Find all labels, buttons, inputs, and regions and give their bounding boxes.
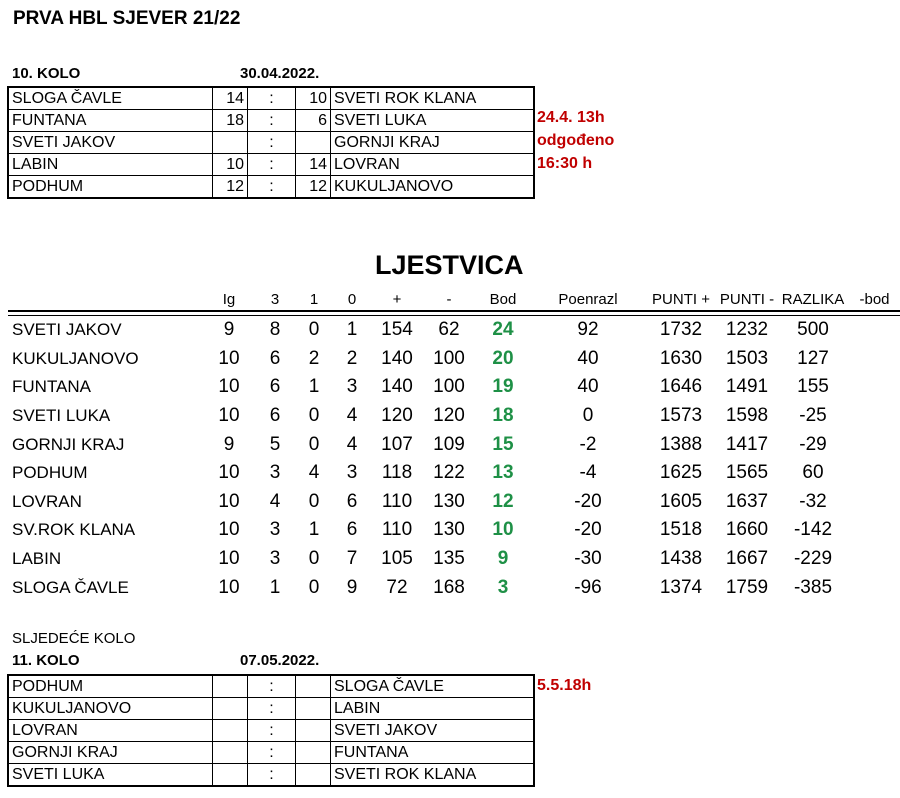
away-team: SVETI ROK KLANA [331,87,535,110]
minus-bod [849,545,900,574]
team-name: KUKULJANOVO [12,348,139,368]
round-10-date: 30.04.2022. [240,65,320,82]
punti-plus: 1630 [659,347,703,369]
minus-bod [849,402,900,431]
round-11-label: 11. KOLO [12,652,80,669]
round-10-label: 10. KOLO [12,65,81,82]
wins: 6 [269,347,281,369]
losses: 3 [346,376,358,398]
match-row [8,176,534,199]
punti-minus: 1565 [725,462,769,484]
home-team: LOVRAN [8,720,213,742]
razlika: -32 [799,490,827,512]
minus-bod [849,345,900,374]
col-header-punti-minus: PUNTI - [717,288,777,311]
away-score [296,675,331,698]
away-team: SVETI JAKOV [331,720,535,742]
home-team: GORNJI KRAJ [8,742,213,764]
home-team: KUKULJANOVO [8,698,213,720]
games-played: 9 [223,433,235,455]
losses: 6 [346,519,358,541]
punti-minus: 1503 [725,347,769,369]
punti-minus: 1637 [725,490,769,512]
match-row [8,110,534,132]
team-name: LABIN [12,549,62,569]
punti-plus: 1374 [659,576,703,598]
standings-row [8,459,900,488]
col-header-difference: Poenrazl [531,288,645,311]
minus-bod [849,516,900,545]
away-score: 14 [296,154,331,176]
goals-against: 135 [433,548,465,570]
razlika: 127 [797,347,829,369]
wins: 5 [269,433,281,455]
col-header-losses: 0 [333,288,371,311]
score-separator: : [248,698,296,720]
standings-row [8,373,900,402]
away-team: FUNTANA [331,742,535,764]
punti-minus: 1491 [725,376,769,398]
points: 13 [492,462,514,484]
punti-plus: 1518 [659,519,703,541]
punti-minus: 1660 [725,519,769,541]
goals-against: 100 [433,376,465,398]
punti-plus: 1438 [659,548,703,570]
round-11-table [7,674,535,787]
goal-difference: 0 [582,405,594,427]
home-score [213,720,248,742]
points: 19 [492,376,514,398]
team-name: GORNJI KRAJ [12,434,125,454]
points: 18 [492,405,514,427]
home-score: 18 [213,110,248,132]
goals-for: 110 [381,490,413,512]
goal-difference: -4 [579,462,597,484]
goals-for: 154 [381,319,413,341]
draws: 1 [308,519,320,541]
games-played: 10 [218,490,240,512]
match-row [8,675,534,698]
away-score: 10 [296,87,331,110]
punti-minus: 1598 [725,405,769,427]
standings-heading: LJESTVICA [375,250,524,280]
losses: 4 [346,405,358,427]
team-name: SV.ROK KLANA [12,520,136,540]
score-separator: : [248,110,296,132]
match-note: 24.4. 13h [537,109,605,126]
goals-against: 100 [433,347,465,369]
home-score [213,764,248,787]
goals-against: 122 [433,462,465,484]
col-header [8,288,203,311]
wins: 1 [269,576,281,598]
standings-header-row [8,288,900,311]
home-score [213,698,248,720]
home-team: PODHUM [8,176,213,199]
goal-difference: -20 [574,519,602,541]
minus-bod [849,488,900,517]
goals-for: 120 [381,405,413,427]
standings-table [8,288,900,602]
punti-plus: 1625 [659,462,703,484]
losses: 6 [346,490,358,512]
team-name: SVETI JAKOV [12,320,122,340]
home-score: 14 [213,87,248,110]
minus-bod [849,459,900,488]
col-header-goals-for: + [371,288,423,311]
col-header-razlika: RAZLIKA [777,288,849,311]
wins: 6 [269,376,281,398]
away-score [296,764,331,787]
razlika: -29 [799,433,827,455]
punti-minus: 1232 [725,319,769,341]
team-name: FUNTANA [12,377,92,397]
round-10-table [7,86,535,199]
home-team: FUNTANA [8,110,213,132]
wins: 3 [269,519,281,541]
match-row [8,720,534,742]
punti-plus: 1605 [659,490,703,512]
col-header-games: Ig [203,288,255,311]
razlika: -25 [799,405,827,427]
home-score [213,675,248,698]
away-score [296,742,331,764]
draws: 0 [308,433,320,455]
goals-for: 107 [381,433,413,455]
points: 12 [492,490,514,512]
points: 3 [497,576,509,598]
wins: 3 [269,548,281,570]
col-header-points: Bod [475,288,531,311]
match-row [8,154,534,176]
games-played: 10 [218,519,240,541]
goals-for: 140 [381,347,413,369]
home-score [213,132,248,154]
games-played: 10 [218,376,240,398]
razlika: -142 [793,519,833,541]
standings-row [8,430,900,459]
minus-bod [849,311,900,345]
match-row [8,132,534,154]
punti-plus: 1388 [659,433,703,455]
goals-for: 110 [381,519,413,541]
standings-row [8,402,900,431]
losses: 2 [346,347,358,369]
home-score [213,742,248,764]
away-team: SVETI LUKA [331,110,535,132]
team-name: LOVRAN [12,491,82,511]
away-score: 6 [296,110,331,132]
match-note: 16:30 h [537,155,593,172]
score-separator: : [248,720,296,742]
draws: 1 [308,376,320,398]
games-played: 10 [218,347,240,369]
score-separator: : [248,132,296,154]
match-row [8,742,534,764]
col-header-goals-against: - [423,288,475,311]
wins: 4 [269,490,281,512]
losses: 3 [346,462,358,484]
score-separator: : [248,176,296,199]
home-team: SVETI JAKOV [8,132,213,154]
games-played: 10 [218,405,240,427]
score-separator: : [248,154,296,176]
match-note: odgođeno [537,132,615,149]
goal-difference: 40 [577,347,599,369]
razlika: -385 [793,576,833,598]
draws: 0 [308,576,320,598]
minus-bod [849,573,900,602]
losses: 7 [346,548,358,570]
points: 24 [492,319,514,341]
wins: 8 [269,319,281,341]
punti-minus: 1667 [725,548,769,570]
punti-plus: 1573 [659,405,703,427]
header-divider [8,315,900,316]
goal-difference: 92 [577,319,599,341]
goals-for: 72 [386,576,408,598]
col-header-wins: 3 [255,288,295,311]
wins: 6 [269,405,281,427]
games-played: 10 [218,462,240,484]
score-separator: : [248,675,296,698]
team-name: SLOGA ČAVLE [12,577,129,597]
goals-against: 109 [433,433,465,455]
razlika: 155 [797,376,829,398]
points: 15 [492,433,514,455]
goals-against: 62 [438,319,460,341]
goals-against: 130 [433,490,465,512]
punti-plus: 1646 [659,376,703,398]
wins: 3 [269,462,281,484]
standings-row [8,573,900,602]
page-title: PRVA HBL SJEVER 21/22 [13,8,241,29]
goal-difference: -30 [574,548,602,570]
punti-minus: 1759 [725,576,769,598]
goals-for: 118 [381,462,413,484]
losses: 9 [346,576,358,598]
home-score: 10 [213,154,248,176]
goal-difference: -2 [579,433,597,455]
draws: 2 [308,347,320,369]
goal-difference: -20 [574,490,602,512]
points: 10 [492,519,514,541]
goal-difference: -96 [574,576,602,598]
goals-for: 105 [381,548,413,570]
draws: 0 [308,405,320,427]
draws: 0 [308,490,320,512]
punti-plus: 1732 [659,319,703,341]
razlika: 500 [797,319,829,341]
goal-difference: 40 [577,376,599,398]
goals-against: 120 [433,405,465,427]
games-played: 9 [223,319,235,341]
away-team: KUKULJANOVO [331,176,535,199]
away-team: LABIN [331,698,535,720]
team-name: PODHUM [12,463,88,483]
goals-against: 130 [433,519,465,541]
games-played: 10 [218,576,240,598]
home-team: SVETI LUKA [8,764,213,787]
col-header-draws: 1 [295,288,333,311]
minus-bod [849,430,900,459]
away-score [296,132,331,154]
punti-minus: 1417 [725,433,769,455]
goals-for: 140 [381,376,413,398]
standings-row [8,516,900,545]
standings-row [8,345,900,374]
draws: 0 [308,319,320,341]
away-score [296,720,331,742]
points: 9 [497,548,509,570]
standings-row [8,488,900,517]
draws: 4 [308,462,320,484]
losses: 1 [346,319,358,341]
home-team: SLOGA ČAVLE [8,87,213,110]
minus-bod [849,373,900,402]
losses: 4 [346,433,358,455]
away-team: SVETI ROK KLANA [331,764,535,787]
col-header-punti-plus: PUNTI + [645,288,717,311]
standings-row [8,311,900,345]
away-team: LOVRAN [331,154,535,176]
next-round-caption: SLJEDEĆE KOLO [12,630,136,647]
draws: 0 [308,548,320,570]
away-score: 12 [296,176,331,199]
goals-against: 168 [433,576,465,598]
razlika: -229 [793,548,833,570]
score-separator: : [248,87,296,110]
away-score [296,698,331,720]
match-row [8,698,534,720]
col-header-minus-bod: -bod [849,288,900,311]
standings-row [8,545,900,574]
away-team: SLOGA ČAVLE [331,675,535,698]
team-name: SVETI LUKA [12,406,111,426]
match-row [8,87,534,110]
points: 20 [492,347,514,369]
score-separator: : [248,742,296,764]
home-score: 12 [213,176,248,199]
away-team: GORNJI KRAJ [331,132,535,154]
home-team: PODHUM [8,675,213,698]
games-played: 10 [218,548,240,570]
score-separator: : [248,764,296,787]
razlika: 60 [802,462,824,484]
home-team: LABIN [8,154,213,176]
match-row [8,764,534,787]
match-note: 5.5.18h [537,677,592,694]
round-11-date: 07.05.2022. [240,652,320,669]
